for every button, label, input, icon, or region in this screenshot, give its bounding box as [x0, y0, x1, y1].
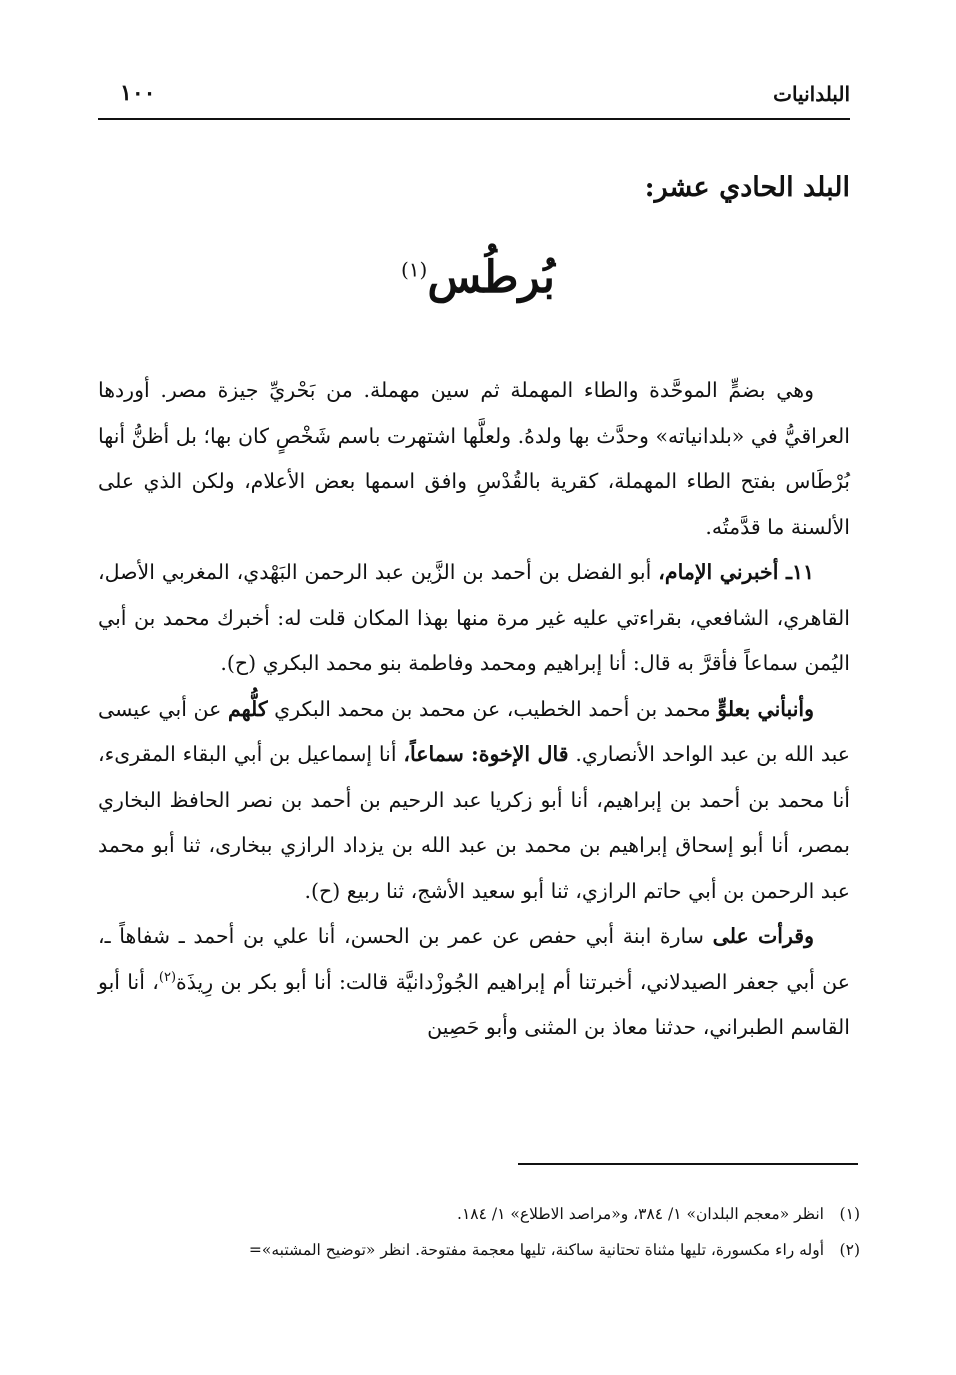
paragraph-text: سارة ابنة أبي حفص عن عمر بن الحسن، أنا علي بن أحمد ـ شفاهاً ـ، عن أبي جعفر الصيدلاني، أخبرتنا أم إبراهيم الجُوزْدانيَّة قالت: أنا أبو بكر بن رِيذَة — [98, 924, 850, 994]
body-text — [98, 368, 850, 1051]
paragraph-lead-bold: وقرأت على — [712, 924, 814, 948]
paragraph-bold-phrase: قال الإخوة: سماعاً، — [403, 742, 569, 766]
paragraph-lead-bold: ١١ـ أخبرني الإمام، — [658, 560, 814, 584]
footnote-2 — [98, 1232, 860, 1268]
page-number: ١٠٠ — [120, 80, 156, 106]
paragraph-lead-bold: وأنبأني بعلوٍّ — [717, 696, 815, 721]
footnote-text: أوله راء مكسورة، تليها مثناة تحتانية ساكنة، تليها معجمة مفتوحة. انظر «توضيح المشتبه»= — [248, 1241, 824, 1259]
title-footnote-mark: (١) — [400, 257, 428, 282]
paragraph-hadith-11 — [98, 550, 850, 687]
paragraph-text: ، أنا أبو القاسم الطبراني، حدثنا معاذ بن المثنى وأبو حَصِين — [98, 969, 850, 1039]
paragraph-anbaani — [98, 687, 850, 915]
footnote-text: انظر «معجم البلدان» ١/ ٣٨٤، و«مراصد الاطلاع» ١/ ١٨٤. — [457, 1205, 824, 1223]
footnote-number: (١) — [839, 1205, 860, 1223]
footnotes — [98, 1196, 860, 1268]
paragraph-qaraat — [98, 914, 850, 1051]
paragraph-text: محمد بن أحمد الخطيب، عن محمد بن محمد البكري — [267, 696, 718, 721]
paragraph-text: عن أبي عيسى عبد الله بن عبد الواحد الأنصاري. — [98, 696, 850, 766]
footnote-rule — [518, 1163, 858, 1165]
footnote-number: (٢) — [839, 1241, 860, 1259]
paragraph-intro: وهي بضمٍّ الموحَّدة والطاء المهملة ثم سين مهملة. من بَحْريِّ جيزة مصر. أوردها العراقيُّ في «بلدانياته» وحدَّث بها ولدهُ. ولعلَّها اشتهرت باسم شَخْصٍ كان بها؛ بل أظنُّ أنها بُرْطَاس بفتح الطاء المهملة، كقرية بالقُدْسِ وافق اسمها بعض الأعلام، ولكن الذي على الألسنة ما قدَّمتُه. — [98, 378, 850, 539]
header-rule — [98, 118, 850, 120]
paragraph-bold-phrase: كلُّهم — [227, 696, 268, 721]
page-header — [98, 78, 850, 112]
section-heading: البلد الحادي عشر: — [644, 172, 850, 203]
main-title — [0, 252, 956, 303]
paragraph-text: أنا إسماعيل بن أبي البقاء المقرىء، أنا محمد بن أحمد بن إبراهيم، أنا أبو زكريا عبد الرحيم بن أحمد بن نصر الحافظ البخاري بمصر، أنا أبو إسحاق إبراهيم بن محمد بن عبد الله بن يزداد الرازي ببخارى، ثنا أبو محمد عبد الرحمن بن أبي حاتم الرازي، ثنا أبو سعيد الأشج، ثنا ربيع (ح). — [98, 742, 850, 903]
footnote-1 — [98, 1196, 860, 1232]
main-title-text: بُرطُس — [427, 252, 555, 303]
footnote-reference: (٢) — [158, 969, 177, 985]
paragraph-text: أبو الفضل بن أحمد بن الزَّين عبد الرحمن البَهْدي، المغربي الأصل، القاهري، الشافعي، بقراءتي عليه غير مرة منها بهذا المكان قلت له: أخبرك محمد بن أبي اليُمن سماعاً فأقرَّ به قال: أنا إبراهيم ومحمد وفاطمة بنو محمد البكري (ح). — [98, 560, 850, 675]
running-title: البلدانيات — [773, 82, 850, 106]
